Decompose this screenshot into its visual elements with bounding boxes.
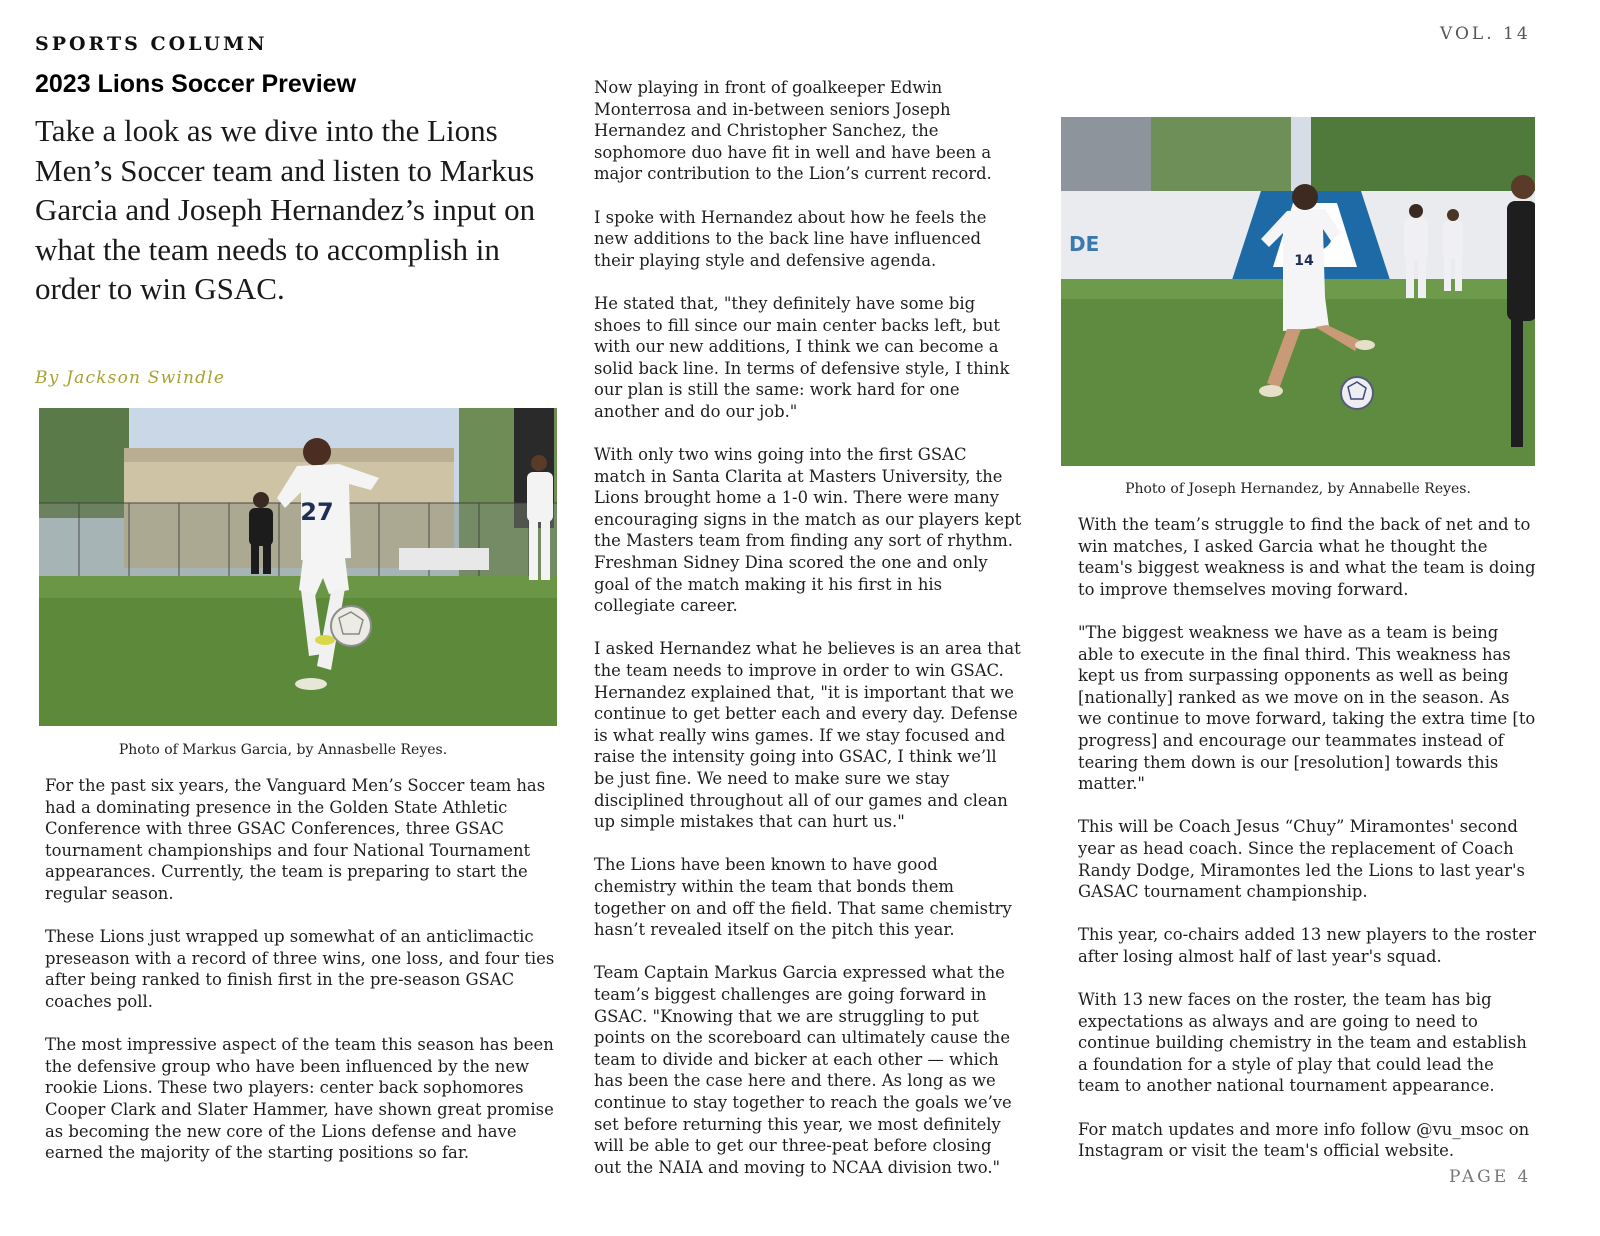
page-number: PAGE 4 [1449,1167,1532,1187]
column-middle-paragraph: He stated that, "they definitely have some big shoes to fill since our main center backs left, but with our new additions, I think we can become a solid back line. In terms of defensive style, I think our plan is still the same: work hard for one another and do our job." [594,293,1010,421]
column-left-paragraph: For the past six years, the Vanguard Men’s Soccer team has had a dominating presence in the Golden State Athletic Conference with three GSAC Conferences, three GSAC tournament championships and four National Tournament appearances. Currently, the team is preparing to start the regular season. [45,776,546,903]
jersey-number-27: 27 [300,498,334,526]
photo-markus-garcia-image [39,408,557,726]
column-left-paragraph: These Lions just wrapped up somewhat of an anticlimactic preseason with a record of three wins, one loss, and four ties after being ranked to finish first in the pre-season GSAC coaches poll. [45,927,555,1011]
photo-markus-garcia [39,408,557,726]
svg-text:DE: DE [1069,232,1100,256]
column-middle-paragraph: The Lions have been known to have good chemistry within the team that bonds them together on and off the field. That same chemistry hasn’t revealed itself on the pitch this year. [594,855,1012,940]
photo-markus-garcia-caption: Photo of Markus Garcia, by Annasbelle Reyes. [118,742,448,758]
column-middle-paragraph: Now playing in front of goalkeeper Edwin Monterrosa and in-between seniors Joseph Hernandez and Christopher Sanchez, the sophomore duo have fit in well and have been a major contribution to the Lion’s current record. [594,78,992,184]
article-dek: Take a look as we dive into the Lions Men’s Soccer team and listen to Markus Garcia and Joseph Hernandez’s input on what the team needs to accomplish in order to win GSAC. [35,113,536,306]
column-right-paragraph: With the team’s struggle to find the back of net and to win matches, I asked Garcia what he thought the team's biggest weakness is and what the team is doing to improve themselves moving forward. [1078,515,1536,599]
column-middle-paragraph: Team Captain Markus Garcia expressed what the team’s biggest challenges are going forward in GSAC. "Knowing that we are struggling to put points on the scoreboard can ultimately cause the team to divide and bicker at each other — which has been the case here and there. As long as we continue to stay together to reach the goals we’ve set before returning this year, we most definitely will be able to get our three-peat before closing out the NAIA and moving to NCAA division two." [594,963,1012,1177]
photo-joseph-hernandez [1061,117,1535,466]
column-middle [594,77,1022,1178]
article-title: 2023 Lions Soccer Preview [35,70,357,98]
column-left [45,775,555,1164]
column-right-paragraph: "The biggest weakness we have as a team is being able to execute in the final third. This weakness has kept us from surpassing opponents as well as being [nationally] ranked as we move on in the season. As we continue to move forward, taking the extra time [to progress] and encourage our teammates instead of tearing them down is our [resolution] towards this matter." [1078,622,1536,794]
jersey-number-14: 14 [1294,253,1314,269]
section-label: SPORTS COLUMN [35,33,268,55]
column-middle-paragraph: I spoke with Hernandez about how he feels the new additions to the back line have influenced their playing style and defensive agenda. [594,207,987,270]
column-right-paragraph: For match updates and more info follow @vu_msoc on Instagram or visit the team's official website. [1078,1119,1530,1161]
photo-joseph-hernandez-image [1061,117,1535,466]
column-right-paragraph: With 13 new faces on the roster, the team has big expectations as always and are going to need to continue building chemistry in the team and establish a foundation for a style of play that could lead the team to another national tournament appearance. [1078,990,1527,1096]
volume-label: VOL. 14 [1440,24,1531,44]
column-middle-paragraph: With only two wins going into the first GSAC match in Santa Clarita at Masters University, the Lions brought home a 1-0 win. There were many encouraging signs in the match as our players kept the Masters team from finding any sort of rhythm. Freshman Sidney Dina scored the one and only goal of the match making it his first in his collegiate career. [594,445,1022,616]
column-right-paragraph: This year, co-chairs added 13 new players to the roster after losing almost half of last year's squad. [1078,925,1536,966]
photo-joseph-hernandez-caption: Photo of Joseph Hernandez, by Annabelle Reyes. [1125,481,1471,497]
byline: By Jackson Swindle [35,368,226,388]
column-left-paragraph: The most impressive aspect of the team this season has been the defensive group who have been influenced by the new rookie Lions. These two players: center back sophomores Cooper Clark and Slater Hammer, have shown great promise as becoming the new core of the Lions defense and have earned the majority of the starting positions so far. [45,1035,554,1163]
column-middle-paragraph: I asked Hernandez what he believes is an area that the team needs to improve in order to win GSAC. Hernandez explained that, "it is important that we continue to get better each and every day. Defense is what really wins games. If we stay focused and raise the intensity going into GSAC, I think we’ll be just fine. We need to make sure we stay disciplined throughout all of our games and clean up simple mistakes that can hurt us." [594,639,1021,832]
column-right-paragraph: This will be Coach Jesus “Chuy” Miramontes' second year as head coach. Since the replacement of Coach Randy Dodge, Miramontes led the Lions to last year's GASAC tournament championship. [1078,817,1525,902]
column-right [1078,514,1538,1162]
